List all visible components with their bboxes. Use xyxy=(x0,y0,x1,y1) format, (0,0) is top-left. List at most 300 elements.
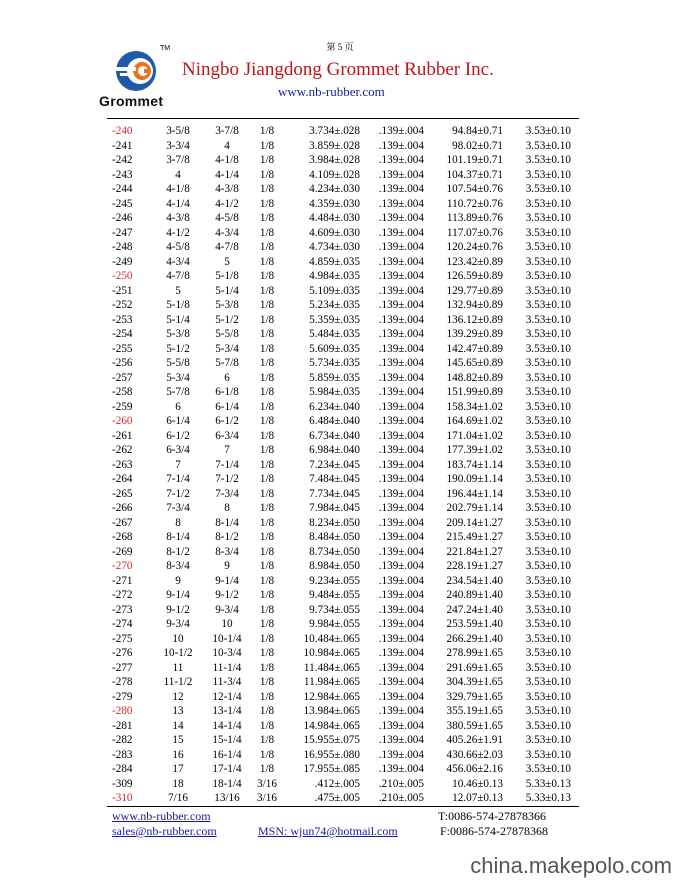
inch-od-fraction-cell: 9-1/2 xyxy=(215,589,239,601)
inch-id-decimal-cell: 5.609±.035 xyxy=(309,342,360,355)
inch-width-decimal-cell: .139±.004 xyxy=(378,676,424,688)
metric-id-cell: 430.66±2.03 xyxy=(446,748,503,761)
inch-id-decimal-cell: 5.859±.035 xyxy=(309,371,360,384)
inch-width-fraction-cell: 1/8 xyxy=(259,473,275,485)
inch-id-fraction-cell: 9-1/4 xyxy=(166,589,190,601)
footer-telephone: T:0086-574-27878366 xyxy=(438,809,547,823)
inch-width-fraction-cell: 1/8 xyxy=(259,676,275,688)
inch-od-fraction-cell: 8-3/4 xyxy=(215,545,239,558)
inch-width-fraction-cell: 1/8 xyxy=(259,444,275,456)
inch-od-fraction-cell: 6-1/2 xyxy=(215,415,239,427)
dash-number-cell: -247 xyxy=(112,226,133,239)
inch-id-decimal-cell: 7.484±.045 xyxy=(309,473,360,485)
inch-id-fraction-cell: 17 xyxy=(172,763,184,775)
inch-id-fraction-cell: 5-1/2 xyxy=(166,342,190,355)
inch-width-decimal-cell: .139±.004 xyxy=(378,197,424,210)
metric-width-cell: 3.53±0.10 xyxy=(525,255,571,268)
dash-number-cell: -276 xyxy=(112,647,133,659)
dash-number-cell: -240 xyxy=(112,125,133,137)
inch-id-decimal-cell: 6.234±.040 xyxy=(309,400,360,413)
metric-id-cell: 196.44±1.14 xyxy=(446,487,503,500)
metric-width-cell: 3.53±0.10 xyxy=(525,386,571,398)
inch-id-fraction-cell: 4-1/2 xyxy=(166,226,190,239)
table-row xyxy=(0,371,680,386)
inch-id-fraction-cell: 6-1/2 xyxy=(166,429,190,442)
dash-number-cell: -249 xyxy=(112,255,133,268)
dash-number-cell: -277 xyxy=(112,661,133,674)
inch-od-fraction-cell: 7 xyxy=(224,444,230,456)
inch-width-decimal-cell: .210±.005 xyxy=(378,792,424,804)
inch-id-fraction-cell: 8-1/4 xyxy=(166,531,190,543)
inch-width-decimal-cell: .139±.004 xyxy=(378,168,424,181)
metric-width-cell: 3.53±0.10 xyxy=(525,458,571,471)
inch-width-decimal-cell: .139±.004 xyxy=(378,458,424,471)
metric-width-cell: 5.33±0.13 xyxy=(525,777,571,790)
inch-width-decimal-cell: .139±.004 xyxy=(378,647,424,659)
inch-od-fraction-cell: 7-3/4 xyxy=(215,487,239,500)
metric-width-cell: 3.53±0.10 xyxy=(525,313,571,326)
inch-width-fraction-cell: 1/8 xyxy=(259,342,275,355)
metric-id-cell: 291.69±1.65 xyxy=(446,661,503,674)
inch-id-fraction-cell: 7-1/2 xyxy=(166,487,190,500)
inch-od-fraction-cell: 4 xyxy=(224,139,230,152)
inch-id-fraction-cell: 16 xyxy=(172,748,184,761)
inch-od-fraction-cell: 5-1/4 xyxy=(215,284,239,297)
inch-width-fraction-cell: 1/8 xyxy=(259,705,275,717)
table-row xyxy=(0,211,680,226)
table-row xyxy=(0,791,680,806)
dash-number-cell: -263 xyxy=(112,458,133,471)
inch-width-decimal-cell: .139±.004 xyxy=(378,516,424,529)
inch-width-fraction-cell: 1/8 xyxy=(259,284,275,297)
inch-id-fraction-cell: 10 xyxy=(172,632,184,645)
inch-width-fraction-cell: 1/8 xyxy=(259,545,275,558)
metric-width-cell: 3.53±0.10 xyxy=(525,748,571,761)
dash-number-cell: -264 xyxy=(112,473,133,485)
table-row xyxy=(0,487,680,502)
inch-od-fraction-cell: 4-3/4 xyxy=(215,226,239,239)
inch-width-fraction-cell: 1/8 xyxy=(259,125,275,137)
inch-width-fraction-cell: 1/8 xyxy=(259,139,275,152)
metric-id-cell: 190.09±1.14 xyxy=(446,473,503,485)
metric-width-cell: 3.53±0.10 xyxy=(525,371,571,384)
trademark-mark: TM xyxy=(160,45,171,52)
inch-width-fraction-cell: 1/8 xyxy=(259,241,275,253)
inch-width-fraction-cell: 1/8 xyxy=(259,632,275,645)
inch-width-decimal-cell: .139±.004 xyxy=(378,386,424,398)
inch-od-fraction-cell: 10-3/4 xyxy=(212,647,242,659)
table-row xyxy=(0,240,680,255)
inch-id-decimal-cell: .475±.005 xyxy=(314,792,360,804)
inch-id-fraction-cell: 7/16 xyxy=(168,792,188,804)
inch-od-fraction-cell: 4-1/4 xyxy=(215,168,239,181)
table-row xyxy=(0,501,680,516)
inch-od-fraction-cell: 9-3/4 xyxy=(215,603,239,616)
table-row xyxy=(0,472,680,487)
inch-width-fraction-cell: 1/8 xyxy=(259,313,275,326)
inch-width-fraction-cell: 1/8 xyxy=(259,531,275,543)
metric-width-cell: 3.53±0.10 xyxy=(525,618,571,630)
inch-od-fraction-cell: 5-5/8 xyxy=(215,328,239,340)
metric-width-cell: 3.53±0.10 xyxy=(525,545,571,558)
inch-width-fraction-cell: 1/8 xyxy=(259,458,275,471)
metric-width-cell: 3.53±0.10 xyxy=(525,502,571,514)
table-row xyxy=(0,559,680,574)
table-row xyxy=(0,588,680,603)
inch-od-fraction-cell: 13-1/4 xyxy=(212,705,242,717)
inch-width-decimal-cell: .139±.004 xyxy=(378,690,424,703)
oring-size-table xyxy=(0,124,680,806)
dash-number-cell: -251 xyxy=(112,284,133,297)
inch-width-fraction-cell: 1/8 xyxy=(259,154,275,166)
inch-width-fraction-cell: 1/8 xyxy=(259,487,275,500)
metric-width-cell: 3.53±0.10 xyxy=(525,531,571,543)
inch-id-fraction-cell: 10-1/2 xyxy=(163,647,193,659)
dash-number-cell: -280 xyxy=(112,705,133,717)
footer-divider xyxy=(107,806,579,807)
metric-width-cell: 3.53±0.10 xyxy=(525,444,571,456)
inch-width-decimal-cell: .139±.004 xyxy=(378,632,424,645)
table-row xyxy=(0,777,680,792)
dash-number-cell: -272 xyxy=(112,589,133,601)
inch-width-fraction-cell: 1/8 xyxy=(259,763,275,775)
inch-id-decimal-cell: 8.734±.050 xyxy=(309,545,360,558)
inch-od-fraction-cell: 8-1/4 xyxy=(215,516,239,529)
inch-id-decimal-cell: 5.109±.035 xyxy=(309,284,360,297)
inch-id-fraction-cell: 18 xyxy=(172,777,184,790)
table-row xyxy=(0,197,680,212)
table-row xyxy=(0,313,680,328)
inch-od-fraction-cell: 6 xyxy=(224,371,230,384)
inch-id-decimal-cell: 4.109±.028 xyxy=(309,168,360,181)
dash-number-cell: -265 xyxy=(112,487,133,500)
metric-id-cell: 151.99±0.89 xyxy=(446,386,503,398)
metric-id-cell: 12.07±0.13 xyxy=(452,792,503,804)
metric-width-cell: 3.53±0.10 xyxy=(525,154,571,166)
inch-width-decimal-cell: .139±.004 xyxy=(378,560,424,572)
inch-id-decimal-cell: 16.955±.080 xyxy=(303,748,360,761)
inch-od-fraction-cell: 18-1/4 xyxy=(212,777,242,790)
metric-id-cell: 148.82±0.89 xyxy=(446,371,503,384)
table-row xyxy=(0,530,680,545)
inch-width-decimal-cell: .139±.004 xyxy=(378,545,424,558)
table-row xyxy=(0,762,680,777)
inch-id-fraction-cell: 12 xyxy=(172,690,184,703)
inch-width-decimal-cell: .139±.004 xyxy=(378,661,424,674)
inch-width-decimal-cell: .139±.004 xyxy=(378,139,424,152)
inch-od-fraction-cell: 4-3/8 xyxy=(215,183,239,195)
table-row xyxy=(0,675,680,690)
inch-id-fraction-cell: 4-1/4 xyxy=(166,197,190,210)
inch-od-fraction-cell: 4-5/8 xyxy=(215,212,239,224)
metric-id-cell: 456.06±2.16 xyxy=(446,763,503,775)
inch-od-fraction-cell: 9-1/4 xyxy=(215,574,239,587)
inch-id-fraction-cell: 7 xyxy=(175,458,181,471)
inch-id-fraction-cell: 4 xyxy=(175,168,181,181)
table-row xyxy=(0,516,680,531)
metric-id-cell: 355.19±1.65 xyxy=(446,705,503,717)
table-row xyxy=(0,574,680,589)
dash-number-cell: -309 xyxy=(112,777,133,790)
inch-id-fraction-cell: 4-5/8 xyxy=(166,241,190,253)
inch-width-decimal-cell: .139±.004 xyxy=(378,719,424,732)
inch-id-decimal-cell: 4.234±.030 xyxy=(309,183,360,195)
table-row xyxy=(0,182,680,197)
inch-od-fraction-cell: 12-1/4 xyxy=(212,690,242,703)
footer-fax: F:0086-574-27878368 xyxy=(440,824,548,838)
inch-width-fraction-cell: 1/8 xyxy=(259,371,275,384)
metric-id-cell: 101.19±0.71 xyxy=(446,154,503,166)
metric-width-cell: 3.53±0.10 xyxy=(525,589,571,601)
inch-id-fraction-cell: 6 xyxy=(175,400,181,413)
inch-od-fraction-cell: 8-1/2 xyxy=(215,531,239,543)
dash-number-cell: -246 xyxy=(112,212,133,224)
dash-number-cell: -284 xyxy=(112,763,133,775)
inch-id-fraction-cell: 4-3/4 xyxy=(166,255,190,268)
inch-id-decimal-cell: 9.734±.055 xyxy=(309,603,360,616)
table-row xyxy=(0,414,680,429)
inch-od-fraction-cell: 6-1/8 xyxy=(215,386,239,398)
inch-id-decimal-cell: 10.984±.065 xyxy=(303,647,360,659)
table-row xyxy=(0,153,680,168)
dash-number-cell: -244 xyxy=(112,183,133,195)
dash-number-cell: -241 xyxy=(112,139,133,152)
inch-id-decimal-cell: 7.234±.045 xyxy=(309,458,360,471)
inch-id-decimal-cell: 3.859±.028 xyxy=(309,139,360,152)
inch-od-fraction-cell: 5 xyxy=(224,255,230,268)
inch-id-decimal-cell: 8.484±.050 xyxy=(309,531,360,543)
metric-id-cell: 113.89±0.76 xyxy=(446,212,503,224)
header-website-link[interactable]: www.nb-rubber.com xyxy=(278,84,385,99)
table-row xyxy=(0,545,680,560)
metric-width-cell: 3.53±0.10 xyxy=(525,560,571,572)
inch-id-fraction-cell: 7-3/4 xyxy=(166,502,190,514)
inch-width-decimal-cell: .139±.004 xyxy=(378,705,424,717)
inch-id-fraction-cell: 14 xyxy=(172,719,184,732)
dash-number-cell: -258 xyxy=(112,386,133,398)
metric-width-cell: 3.53±0.10 xyxy=(525,516,571,529)
inch-width-fraction-cell: 1/8 xyxy=(259,719,275,732)
metric-width-cell: 3.53±0.10 xyxy=(525,603,571,616)
metric-id-cell: 215.49±1.27 xyxy=(446,531,503,543)
inch-width-decimal-cell: .139±.004 xyxy=(378,763,424,775)
metric-id-cell: 123.42±0.89 xyxy=(446,255,503,268)
dash-number-cell: -248 xyxy=(112,241,133,253)
inch-id-fraction-cell: 5-1/8 xyxy=(166,299,190,311)
metric-id-cell: 228.19±1.27 xyxy=(446,560,503,572)
table-row xyxy=(0,400,680,415)
inch-width-decimal-cell: .139±.004 xyxy=(378,531,424,543)
metric-id-cell: 10.46±0.13 xyxy=(452,777,503,790)
inch-id-fraction-cell: 4-1/8 xyxy=(166,183,190,195)
inch-id-decimal-cell: .412±.005 xyxy=(314,777,360,790)
table-row xyxy=(0,646,680,661)
dash-number-cell: -255 xyxy=(112,342,133,355)
inch-id-fraction-cell: 9-1/2 xyxy=(166,603,190,616)
inch-od-fraction-cell: 5-1/8 xyxy=(215,270,239,282)
table-row xyxy=(0,269,680,284)
inch-width-fraction-cell: 1/8 xyxy=(259,255,275,268)
logo-text: Grommet xyxy=(99,93,164,109)
inch-id-fraction-cell: 5-7/8 xyxy=(166,386,190,398)
metric-id-cell: 177.39±1.02 xyxy=(446,444,503,456)
inch-od-fraction-cell: 9 xyxy=(224,560,230,572)
inch-id-decimal-cell: 6.984±.040 xyxy=(309,444,360,456)
inch-width-fraction-cell: 1/8 xyxy=(259,386,275,398)
dash-number-cell: -282 xyxy=(112,734,133,746)
metric-width-cell: 3.53±0.10 xyxy=(525,357,571,369)
inch-id-decimal-cell: 4.609±.030 xyxy=(309,226,360,239)
inch-width-decimal-cell: .139±.004 xyxy=(378,299,424,311)
inch-width-decimal-cell: .139±.004 xyxy=(378,125,424,137)
inch-width-decimal-cell: .139±.004 xyxy=(378,212,424,224)
table-row xyxy=(0,139,680,154)
table-row xyxy=(0,124,680,139)
inch-id-decimal-cell: 8.984±.050 xyxy=(309,560,360,572)
dash-number-cell: -310 xyxy=(112,792,133,804)
footer-email-link[interactable]: sales@nb-rubber.com xyxy=(112,824,217,838)
inch-id-decimal-cell: 9.234±.055 xyxy=(309,574,360,587)
inch-od-fraction-cell: 3-7/8 xyxy=(215,125,239,137)
metric-width-cell: 3.53±0.10 xyxy=(525,299,571,311)
inch-width-fraction-cell: 1/8 xyxy=(259,647,275,659)
footer-website-link[interactable]: www.nb-rubber.com xyxy=(112,809,211,823)
inch-width-fraction-cell: 1/8 xyxy=(259,429,275,442)
inch-width-fraction-cell: 1/8 xyxy=(259,734,275,746)
metric-width-cell: 3.53±0.10 xyxy=(525,241,571,253)
footer-msn-link[interactable]: MSN: wjun74@hotmail.com xyxy=(258,824,398,838)
metric-width-cell: 3.53±0.10 xyxy=(525,328,571,340)
inch-width-fraction-cell: 1/8 xyxy=(259,661,275,674)
metric-id-cell: 240.89±1.40 xyxy=(446,589,503,601)
table-row xyxy=(0,356,680,371)
dash-number-cell: -259 xyxy=(112,400,133,413)
inch-width-decimal-cell: .139±.004 xyxy=(378,487,424,500)
inch-width-fraction-cell: 1/8 xyxy=(259,197,275,210)
metric-width-cell: 3.53±0.10 xyxy=(525,400,571,413)
table-row xyxy=(0,327,680,342)
metric-width-cell: 3.53±0.10 xyxy=(525,719,571,732)
metric-width-cell: 3.53±0.10 xyxy=(525,342,571,355)
inch-id-decimal-cell: 9.484±.055 xyxy=(309,589,360,601)
inch-width-fraction-cell: 3/16 xyxy=(257,792,277,804)
inch-id-fraction-cell: 11-1/2 xyxy=(163,676,193,688)
metric-width-cell: 3.53±0.10 xyxy=(525,212,571,224)
inch-width-decimal-cell: .139±.004 xyxy=(378,342,424,355)
metric-id-cell: 98.02±0.71 xyxy=(452,139,503,152)
inch-od-fraction-cell: 14-1/4 xyxy=(212,719,242,732)
metric-id-cell: 120.24±0.76 xyxy=(446,241,503,253)
metric-width-cell: 3.53±0.10 xyxy=(525,690,571,703)
metric-id-cell: 129.77±0.89 xyxy=(446,284,503,297)
inch-width-fraction-cell: 1/8 xyxy=(259,415,275,427)
table-row xyxy=(0,733,680,748)
metric-width-cell: 3.53±0.10 xyxy=(525,168,571,181)
inch-width-fraction-cell: 1/8 xyxy=(259,212,275,224)
metric-width-cell: 3.53±0.10 xyxy=(525,183,571,195)
inch-od-fraction-cell: 10 xyxy=(221,618,233,630)
inch-id-decimal-cell: 4.859±.035 xyxy=(309,255,360,268)
inch-id-decimal-cell: 5.359±.035 xyxy=(309,313,360,326)
inch-id-decimal-cell: 7.984±.045 xyxy=(309,502,360,514)
dash-number-cell: -279 xyxy=(112,690,133,703)
inch-width-decimal-cell: .139±.004 xyxy=(378,603,424,616)
inch-id-fraction-cell: 6-3/4 xyxy=(166,444,190,456)
dash-number-cell: -278 xyxy=(112,676,133,688)
inch-id-fraction-cell: 4-3/8 xyxy=(166,212,190,224)
dash-number-cell: -273 xyxy=(112,603,133,616)
table-row xyxy=(0,168,680,183)
inch-id-decimal-cell: 17.955±.085 xyxy=(303,763,360,775)
inch-id-decimal-cell: 13.984±.065 xyxy=(303,705,360,717)
dash-number-cell: -260 xyxy=(112,415,133,427)
inch-id-fraction-cell: 5 xyxy=(175,284,181,297)
metric-id-cell: 253.59±1.40 xyxy=(446,618,503,630)
metric-id-cell: 278.99±1.65 xyxy=(446,647,503,659)
inch-id-fraction-cell: 9-3/4 xyxy=(166,618,190,630)
metric-id-cell: 202.79±1.14 xyxy=(446,502,503,514)
inch-od-fraction-cell: 16-1/4 xyxy=(212,748,242,761)
inch-id-decimal-cell: 11.484±.065 xyxy=(303,661,360,674)
inch-od-fraction-cell: 10-1/4 xyxy=(212,632,242,645)
inch-width-fraction-cell: 1/8 xyxy=(259,589,275,601)
inch-width-decimal-cell: .139±.004 xyxy=(378,400,424,413)
metric-id-cell: 247.24±1.40 xyxy=(446,603,503,616)
inch-id-decimal-cell: 6.734±.040 xyxy=(309,429,360,442)
inch-width-fraction-cell: 1/8 xyxy=(259,618,275,630)
table-row xyxy=(0,719,680,734)
table-row xyxy=(0,661,680,676)
inch-width-fraction-cell: 1/8 xyxy=(259,270,275,282)
dash-number-cell: -256 xyxy=(112,357,133,369)
dash-number-cell: -268 xyxy=(112,531,133,543)
inch-id-decimal-cell: 7.734±.045 xyxy=(309,487,360,500)
inch-id-decimal-cell: 10.484±.065 xyxy=(303,632,360,645)
inch-width-fraction-cell: 3/16 xyxy=(257,777,277,790)
metric-id-cell: 136.12±0.89 xyxy=(446,313,503,326)
inch-id-fraction-cell: 5-3/8 xyxy=(166,328,190,340)
table-row xyxy=(0,748,680,763)
inch-width-fraction-cell: 1/8 xyxy=(259,560,275,572)
inch-od-fraction-cell: 4-1/8 xyxy=(215,154,239,166)
inch-id-fraction-cell: 5-1/4 xyxy=(166,313,190,326)
inch-id-fraction-cell: 8-3/4 xyxy=(166,560,190,572)
inch-id-fraction-cell: 8 xyxy=(175,516,181,529)
inch-width-decimal-cell: .210±.005 xyxy=(378,777,424,790)
inch-width-decimal-cell: .139±.004 xyxy=(378,589,424,601)
inch-width-fraction-cell: 1/8 xyxy=(259,748,275,761)
inch-width-decimal-cell: .139±.004 xyxy=(378,748,424,761)
inch-width-fraction-cell: 1/8 xyxy=(259,299,275,311)
inch-id-decimal-cell: 8.234±.050 xyxy=(309,516,360,529)
dash-number-cell: -261 xyxy=(112,429,133,442)
dash-number-cell: -253 xyxy=(112,313,133,326)
table-row xyxy=(0,632,680,647)
inch-id-fraction-cell: 13 xyxy=(172,705,184,717)
metric-width-cell: 3.53±0.10 xyxy=(525,734,571,746)
metric-width-cell: 3.53±0.10 xyxy=(525,429,571,442)
inch-id-fraction-cell: 15 xyxy=(172,734,184,746)
inch-id-fraction-cell: 8-1/2 xyxy=(166,545,190,558)
inch-od-fraction-cell: 5-3/4 xyxy=(215,342,239,355)
dash-number-cell: -266 xyxy=(112,502,133,514)
inch-width-fraction-cell: 1/8 xyxy=(259,328,275,340)
table-row xyxy=(0,385,680,400)
inch-id-decimal-cell: 4.984±.035 xyxy=(309,270,360,282)
dash-number-cell: -269 xyxy=(112,545,133,558)
table-row xyxy=(0,255,680,270)
inch-od-fraction-cell: 4-7/8 xyxy=(215,241,239,253)
